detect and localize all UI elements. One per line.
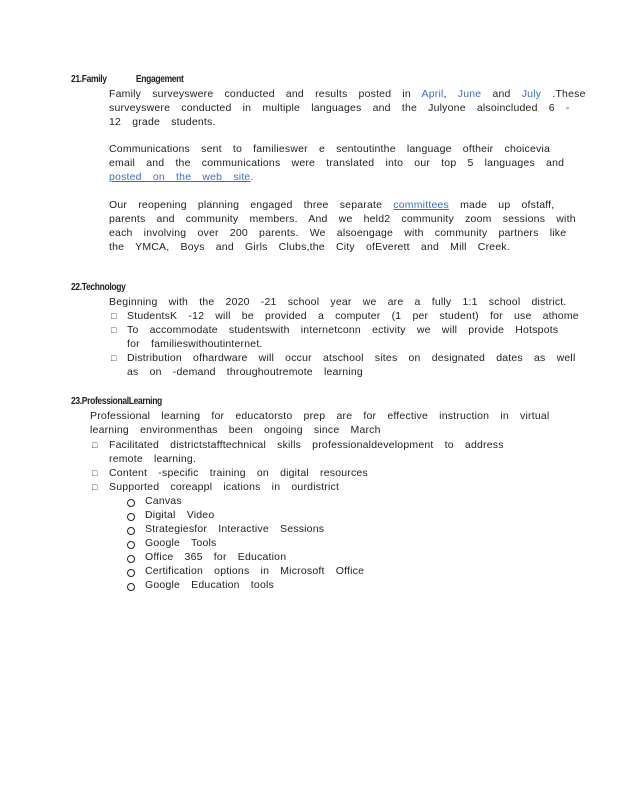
- circle-bullet-icon: [127, 540, 135, 552]
- sub-item-3: Strategiesfor Interactive Sessions: [145, 523, 325, 535]
- reopen-para-line-1: [109, 199, 554, 211]
- pl-bullet-3: Supported coreappl ications in ourdistrict: [109, 481, 340, 493]
- text-run: .These: [552, 88, 586, 100]
- web-site-link[interactable]: posted on the web site: [109, 171, 251, 183]
- sub-item-1: Canvas: [145, 495, 182, 507]
- sub-item-5: Office 365 for Education: [145, 551, 287, 563]
- circle-bullet-icon: [127, 554, 135, 566]
- pl-intro-line-2: learning environmenthas been ongoing since March: [90, 424, 381, 436]
- section-23-heading: 23.ProfessionalLearning: [71, 396, 162, 407]
- text-run: .: [250, 171, 254, 183]
- text-run: and: [492, 88, 511, 100]
- sub-item-2: Digital Video: [145, 509, 215, 521]
- text-run: Family surveyswere conducted and results posted in: [109, 88, 411, 100]
- pl-intro-line-1: Professional learning for educatorsto prep are for effective instruction in virtual: [90, 410, 550, 422]
- committees-link[interactable]: committees: [393, 199, 449, 211]
- family-para-line-3: 12 grade students.: [109, 116, 216, 128]
- sub-item-6: Certification options in Microsoft Office: [145, 565, 365, 577]
- tech-bullet-2-line-1: To accommodate studentswith internetconn ectivity we will provide Hotspots: [127, 324, 559, 336]
- april-link[interactable]: April: [421, 88, 444, 100]
- square-bullet-icon: □: [92, 440, 98, 450]
- comm-para-line-3: [109, 171, 254, 183]
- tech-bullet-2-line-2: for familieswithoutinternet.: [127, 338, 263, 350]
- square-bullet-icon: □: [111, 353, 117, 363]
- pl-bullet-2: Content -specific training on digital resources: [109, 467, 368, 479]
- tech-bullet-3-line-2: as on -demand throughoutremote learning: [127, 366, 363, 378]
- june-link[interactable]: June: [457, 88, 482, 100]
- square-bullet-icon: □: [111, 325, 117, 335]
- sub-item-4: Google Tools: [145, 537, 217, 549]
- circle-bullet-icon: [127, 582, 135, 594]
- circle-bullet-icon: [127, 512, 135, 524]
- reopen-para-line-2: parents and community members. And we held2 community zoom sessions with: [109, 213, 576, 225]
- square-bullet-icon: □: [92, 468, 98, 478]
- tech-intro: Beginning with the 2020 -21 school year we are a fully 1:1 school district.: [109, 296, 567, 308]
- sub-item-7: Google Education tools: [145, 579, 274, 591]
- pl-bullet-1-line-1: Facilitated districtstafftechnical skills professionaldevelopment to address: [109, 439, 504, 451]
- pl-bullet-1-line-2: remote learning.: [109, 453, 197, 465]
- comm-para-line-2: email and the communications were translated into our top 5 languages and: [109, 157, 565, 169]
- text-run: made up ofstaff,: [460, 199, 555, 211]
- reopen-para-line-4: the YMCA, Boys and Girls Clubs,the City ofEverett and Mill Creek.: [109, 241, 510, 253]
- text-run: ,: [443, 88, 447, 100]
- family-para-line-2: surveyswere conducted in multiple languages and the Julyone alsoincluded 6 -: [109, 102, 570, 114]
- square-bullet-icon: □: [92, 482, 98, 492]
- square-bullet-icon: □: [111, 311, 117, 321]
- section-21-number: 21.Family: [71, 74, 107, 85]
- family-para-line-1: [109, 88, 586, 100]
- comm-para-line-1: Communications sent to familieswer e sentoutinthe language oftheir choicevia: [109, 143, 551, 155]
- tech-bullet-3-line-1: Distribution ofhardware will occur atschool sites on designated dates as well: [127, 352, 576, 364]
- section-22-heading: 22.Technology: [71, 282, 126, 293]
- text-run: Our reopening planning engaged three separate: [109, 199, 383, 211]
- reopen-para-line-3: each involving over 200 parents. We alsoengage with community partners like: [109, 227, 567, 239]
- tech-bullet-1: StudentsK -12 will be provided a computer (1 per student) for use athome: [127, 310, 579, 322]
- circle-bullet-icon: [127, 498, 135, 510]
- july-link[interactable]: July: [521, 88, 542, 100]
- section-21-title: Engagement: [135, 74, 184, 85]
- circle-bullet-icon: [127, 568, 135, 580]
- section-21-heading: [71, 74, 184, 85]
- circle-bullet-icon: [127, 526, 135, 538]
